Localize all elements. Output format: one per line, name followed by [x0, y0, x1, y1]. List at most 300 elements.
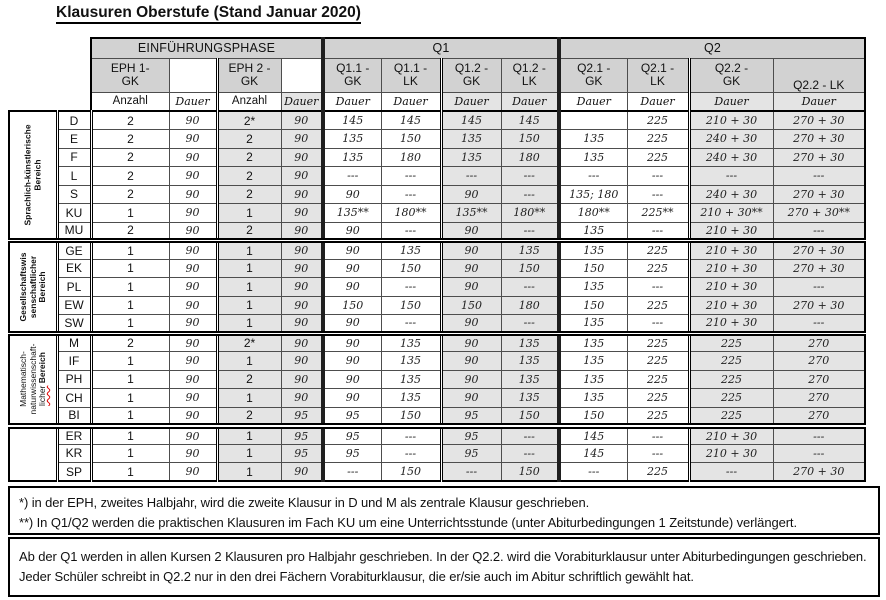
- value-cell: ---: [559, 167, 627, 186]
- value-cell: 90: [169, 426, 217, 445]
- value-cell: 1: [91, 259, 169, 278]
- value-cell: 90: [281, 130, 323, 149]
- info-box: [8, 537, 880, 597]
- value-cell: 150: [559, 296, 627, 315]
- value-cell: 135: [323, 148, 381, 167]
- value-cell: 90: [281, 204, 323, 223]
- value-cell: 1: [217, 241, 281, 260]
- subheader-dauer-9: Dauer: [627, 92, 689, 111]
- value-cell: 135: [501, 389, 559, 408]
- value-cell: 135: [323, 130, 381, 149]
- value-cell: [559, 111, 627, 130]
- value-cell: ---: [323, 463, 381, 482]
- value-cell: 95: [441, 407, 501, 426]
- value-cell: 150: [501, 463, 559, 482]
- value-cell: 150: [501, 407, 559, 426]
- value-cell: 150: [381, 407, 441, 426]
- value-cell: 95: [323, 426, 381, 445]
- value-cell: 2: [217, 185, 281, 204]
- value-cell: 225: [627, 407, 689, 426]
- value-cell: ---: [773, 315, 865, 334]
- value-cell: 1: [91, 389, 169, 408]
- value-cell: 270 + 30: [773, 259, 865, 278]
- value-cell: 225: [627, 111, 689, 130]
- subheader-dauer-1: Dauer: [169, 92, 217, 111]
- phase-header-q1: Q1: [323, 38, 559, 58]
- value-cell: 1: [91, 241, 169, 260]
- value-cell: 90: [169, 407, 217, 426]
- footnotes-box: [8, 486, 880, 535]
- value-cell: 90: [169, 148, 217, 167]
- value-cell: 210 + 30: [689, 315, 773, 334]
- table-corner-spacer: [9, 38, 91, 111]
- value-cell: 90: [323, 185, 381, 204]
- value-cell: 225: [627, 130, 689, 149]
- col-header-eph-2-gk: EPH 2 - GK: [217, 58, 281, 92]
- value-cell: 135**: [323, 204, 381, 223]
- value-cell: ---: [381, 167, 441, 186]
- value-cell: ---: [381, 426, 441, 445]
- value-cell: 90: [281, 389, 323, 408]
- value-cell: 1: [217, 352, 281, 371]
- value-cell: 135: [559, 278, 627, 297]
- value-cell: 240 + 30: [689, 148, 773, 167]
- value-cell: ---: [627, 278, 689, 297]
- subject-cell-kr: KR: [57, 444, 91, 463]
- value-cell: 135: [559, 315, 627, 334]
- value-cell: 1: [217, 315, 281, 334]
- value-cell: 90: [323, 241, 381, 260]
- value-cell: 1: [91, 352, 169, 371]
- value-cell: 1: [91, 407, 169, 426]
- value-cell: 135: [441, 130, 501, 149]
- value-cell: 90: [441, 370, 501, 389]
- group-label: [9, 333, 57, 426]
- value-cell: 90: [169, 111, 217, 130]
- value-cell: 270 + 30: [773, 463, 865, 482]
- value-cell: 135: [559, 352, 627, 371]
- value-cell: 135: [501, 370, 559, 389]
- value-cell: 90: [169, 370, 217, 389]
- value-cell: 135: [501, 241, 559, 260]
- value-cell: 90: [281, 463, 323, 482]
- subheader-dauer-4: Dauer: [323, 92, 381, 111]
- value-cell: 1: [217, 259, 281, 278]
- value-cell: 225: [627, 148, 689, 167]
- value-cell: 210 + 30: [689, 111, 773, 130]
- value-cell: 135**: [441, 204, 501, 223]
- value-cell: 2: [217, 148, 281, 167]
- value-cell: ---: [627, 426, 689, 445]
- klausuren-table: [8, 37, 866, 482]
- value-cell: 1: [217, 426, 281, 445]
- value-cell: ---: [323, 167, 381, 186]
- subject-cell-ew: EW: [57, 296, 91, 315]
- value-cell: 90: [323, 315, 381, 334]
- value-cell: 150: [381, 130, 441, 149]
- phase-header-einf-hrungsphase: EINFÜHRUNGSPHASE: [91, 38, 323, 58]
- value-cell: 270: [773, 370, 865, 389]
- value-cell: 145: [441, 111, 501, 130]
- value-cell: 90: [169, 463, 217, 482]
- value-cell: 95: [323, 444, 381, 463]
- value-cell: 1: [217, 444, 281, 463]
- value-cell: 1: [91, 296, 169, 315]
- value-cell: 2: [91, 148, 169, 167]
- value-cell: 90: [441, 315, 501, 334]
- value-cell: ---: [441, 463, 501, 482]
- group-label: [9, 241, 57, 334]
- subheader-dauer-11: Dauer: [773, 92, 865, 111]
- value-cell: 150: [381, 296, 441, 315]
- value-cell: 90: [169, 444, 217, 463]
- value-cell: 225: [689, 333, 773, 352]
- value-cell: 240 + 30: [689, 130, 773, 149]
- subject-cell-ek: EK: [57, 259, 91, 278]
- value-cell: 90: [281, 296, 323, 315]
- value-cell: 90: [441, 352, 501, 371]
- value-cell: ---: [501, 444, 559, 463]
- subject-cell-m: M: [57, 333, 91, 352]
- value-cell: ---: [381, 278, 441, 297]
- info-paragraph: Ab der Q1 werden in allen Kursen 2 Klausuren pro Halbjahr geschrieben. In der Q2.2. wird die Vorabiturklausur unter Abiturbedingungen geschrieben. Jeder Schüler schreibt in Q2.2 nur in den drei Fächern Vorabiturklausur, die er/sie auch im Abitur schriftlich gewählt hat.: [19, 549, 867, 584]
- value-cell: ---: [381, 222, 441, 241]
- value-cell: 145: [501, 111, 559, 130]
- value-cell: 90: [323, 389, 381, 408]
- value-cell: 1: [91, 315, 169, 334]
- value-cell: 135: [559, 222, 627, 241]
- value-cell: 135: [381, 389, 441, 408]
- value-cell: 90: [169, 241, 217, 260]
- value-cell: 90: [323, 352, 381, 371]
- subheader-dauer-7: Dauer: [501, 92, 559, 111]
- value-cell: 90: [169, 130, 217, 149]
- value-cell: 90: [281, 111, 323, 130]
- value-cell: 90: [441, 389, 501, 408]
- value-cell: 225: [627, 241, 689, 260]
- group-label: [9, 111, 57, 241]
- value-cell: 90: [281, 148, 323, 167]
- value-cell: 90: [281, 352, 323, 371]
- value-cell: 225: [627, 333, 689, 352]
- value-cell: 135: [559, 370, 627, 389]
- value-cell: 210 + 30: [689, 444, 773, 463]
- value-cell: 135: [559, 130, 627, 149]
- value-cell: 90: [169, 278, 217, 297]
- value-cell: 225: [627, 296, 689, 315]
- value-cell: 90: [281, 259, 323, 278]
- group-label-text: Mathematisch- naturwissenschaft- licher Bereich: [17, 343, 47, 415]
- value-cell: 225: [627, 463, 689, 482]
- value-cell: 225: [627, 259, 689, 278]
- value-cell: 90: [169, 296, 217, 315]
- value-cell: 95: [281, 426, 323, 445]
- footnote-asterisk: *) in der EPH, zweites Halbjahr, wird die zweite Klausur in D und M als zentrale Klausur geschrieben.: [19, 495, 590, 510]
- value-cell: 90: [323, 370, 381, 389]
- value-cell: 150: [559, 407, 627, 426]
- group-label-text: Gesellschaftswis senschaftlicher Bereich: [17, 252, 47, 322]
- value-cell: ---: [501, 167, 559, 186]
- value-cell: 180: [501, 296, 559, 315]
- value-cell: 2: [91, 222, 169, 241]
- value-cell: ---: [501, 222, 559, 241]
- value-cell: 180**: [559, 204, 627, 223]
- value-cell: 90: [169, 333, 217, 352]
- value-cell: 145: [559, 444, 627, 463]
- value-cell: ---: [773, 278, 865, 297]
- value-cell: 90: [441, 278, 501, 297]
- subject-cell-if: IF: [57, 352, 91, 371]
- value-cell: 90: [169, 389, 217, 408]
- value-cell: 145: [381, 111, 441, 130]
- col-header-q2-2-lk: Q2.2 - LK: [773, 58, 865, 92]
- value-cell: 95: [281, 444, 323, 463]
- subject-cell-ku: KU: [57, 204, 91, 223]
- subject-cell-ch: CH: [57, 389, 91, 408]
- subheader-dauer-3: Dauer: [281, 92, 323, 111]
- value-cell: 1: [91, 463, 169, 482]
- value-cell: 90: [441, 222, 501, 241]
- value-cell: 2: [217, 222, 281, 241]
- value-cell: 150: [381, 259, 441, 278]
- value-cell: 225: [627, 389, 689, 408]
- footnote-double-asterisk: **) In Q1/Q2 werden die praktischen Klausuren im Fach KU um eine Unterrichtsstunde (unter Abiturbedingungen 1 Zeitstunde) verlängert.: [19, 514, 797, 530]
- value-cell: 150: [381, 463, 441, 482]
- value-cell: 270 + 30: [773, 130, 865, 149]
- value-cell: 1: [91, 370, 169, 389]
- value-cell: 90: [441, 241, 501, 260]
- value-cell: ---: [689, 463, 773, 482]
- subheader-dauer-5: Dauer: [381, 92, 441, 111]
- value-cell: 135: [559, 148, 627, 167]
- value-cell: ---: [501, 315, 559, 334]
- value-cell: 145: [323, 111, 381, 130]
- col-header-eph-1-gk: EPH 1- GK: [91, 58, 169, 92]
- value-cell: 135: [559, 333, 627, 352]
- value-cell: 90: [323, 278, 381, 297]
- value-cell: ---: [689, 167, 773, 186]
- value-cell: 90: [169, 185, 217, 204]
- value-cell: ---: [773, 222, 865, 241]
- value-cell: 210 + 30: [689, 426, 773, 445]
- value-cell: 150: [323, 296, 381, 315]
- value-cell: 180**: [381, 204, 441, 223]
- subheader-anzahl-0: Anzahl: [91, 92, 169, 111]
- value-cell: 90: [281, 167, 323, 186]
- value-cell: 270: [773, 352, 865, 371]
- subject-cell-ge: GE: [57, 241, 91, 260]
- value-cell: 225: [689, 407, 773, 426]
- value-cell: 90: [169, 204, 217, 223]
- value-cell: 135: [501, 352, 559, 371]
- value-cell: 270 + 30: [773, 241, 865, 260]
- subheader-dauer-10: Dauer: [689, 92, 773, 111]
- value-cell: 2: [91, 130, 169, 149]
- value-cell: 225: [627, 352, 689, 371]
- value-cell: 2: [91, 167, 169, 186]
- value-cell: 135: [381, 241, 441, 260]
- value-cell: 210 + 30**: [689, 204, 773, 223]
- value-cell: 90: [281, 370, 323, 389]
- value-cell: 1: [91, 444, 169, 463]
- value-cell: 90: [441, 259, 501, 278]
- value-cell: 90: [169, 315, 217, 334]
- value-cell: 135: [559, 389, 627, 408]
- value-cell: ---: [559, 463, 627, 482]
- subject-cell-ph: PH: [57, 370, 91, 389]
- subject-cell-l: L: [57, 167, 91, 186]
- value-cell: 135; 180: [559, 185, 627, 204]
- value-cell: 90: [169, 259, 217, 278]
- value-cell: ---: [627, 167, 689, 186]
- value-cell: 225: [627, 370, 689, 389]
- value-cell: 135: [501, 333, 559, 352]
- value-cell: 210 + 30: [689, 278, 773, 297]
- subheader-anzahl-2: Anzahl: [217, 92, 281, 111]
- value-cell: 2: [91, 111, 169, 130]
- value-cell: ---: [381, 315, 441, 334]
- phase-header-q2: Q2: [559, 38, 865, 58]
- subject-cell-pl: PL: [57, 278, 91, 297]
- value-cell: 90: [281, 315, 323, 334]
- value-cell: 90: [323, 333, 381, 352]
- col-header-q1-2-lk: Q1.2 - LK: [501, 58, 559, 92]
- subject-cell-f: F: [57, 148, 91, 167]
- value-cell: 2*: [217, 333, 281, 352]
- value-cell: 270 + 30**: [773, 204, 865, 223]
- subject-cell-er: ER: [57, 426, 91, 445]
- value-cell: 225: [689, 352, 773, 371]
- value-cell: 270 + 30: [773, 296, 865, 315]
- value-cell: 270: [773, 407, 865, 426]
- value-cell: 1: [217, 296, 281, 315]
- value-cell: 210 + 30: [689, 296, 773, 315]
- value-cell: 180**: [501, 204, 559, 223]
- subject-cell-d: D: [57, 111, 91, 130]
- value-cell: ---: [501, 426, 559, 445]
- subject-cell-bi: BI: [57, 407, 91, 426]
- col-header-q2-1-gk: Q2.1 - GK: [559, 58, 627, 92]
- col-header-empty-3: [281, 58, 323, 92]
- value-cell: 90: [441, 333, 501, 352]
- value-cell: ---: [773, 426, 865, 445]
- value-cell: 145: [559, 426, 627, 445]
- subject-cell-sw: SW: [57, 315, 91, 334]
- subheader-dauer-8: Dauer: [559, 92, 627, 111]
- value-cell: 180: [501, 148, 559, 167]
- value-cell: 90: [169, 222, 217, 241]
- value-cell: 180: [381, 148, 441, 167]
- value-cell: 90: [323, 222, 381, 241]
- subheader-dauer-6: Dauer: [441, 92, 501, 111]
- value-cell: 1: [217, 463, 281, 482]
- page-title-text: Klausuren Oberstufe (Stand Januar 2020): [56, 4, 361, 24]
- subject-cell-s: S: [57, 185, 91, 204]
- value-cell: 240 + 30: [689, 185, 773, 204]
- col-header-q2-1-lk: Q2.1 - LK: [627, 58, 689, 92]
- value-cell: 90: [169, 167, 217, 186]
- value-cell: 2: [217, 370, 281, 389]
- value-cell: ---: [773, 444, 865, 463]
- value-cell: 1: [91, 204, 169, 223]
- value-cell: ---: [627, 222, 689, 241]
- value-cell: 225**: [627, 204, 689, 223]
- value-cell: 1: [91, 278, 169, 297]
- value-cell: ---: [381, 185, 441, 204]
- group-label-text: Sprachlich-künstlerische Bereich: [22, 124, 42, 226]
- value-cell: 270: [773, 333, 865, 352]
- value-cell: 270 + 30: [773, 111, 865, 130]
- value-cell: ---: [441, 167, 501, 186]
- value-cell: 225: [689, 370, 773, 389]
- subject-cell-mu: MU: [57, 222, 91, 241]
- value-cell: 2: [217, 407, 281, 426]
- value-cell: 150: [559, 259, 627, 278]
- value-cell: 2: [217, 167, 281, 186]
- value-cell: 135: [381, 333, 441, 352]
- value-cell: 270 + 30: [773, 185, 865, 204]
- value-cell: 1: [91, 426, 169, 445]
- value-cell: ---: [773, 167, 865, 186]
- value-cell: 135: [381, 352, 441, 371]
- subject-cell-e: E: [57, 130, 91, 149]
- value-cell: 210 + 30: [689, 259, 773, 278]
- value-cell: 95: [281, 407, 323, 426]
- col-header-q1-2-gk: Q1.2 - GK: [441, 58, 501, 92]
- value-cell: 1: [217, 278, 281, 297]
- value-cell: 225: [689, 389, 773, 408]
- value-cell: ---: [627, 444, 689, 463]
- value-cell: 150: [501, 259, 559, 278]
- value-cell: ---: [627, 185, 689, 204]
- value-cell: 90: [323, 259, 381, 278]
- value-cell: 90: [441, 185, 501, 204]
- subject-cell-sp: SP: [57, 463, 91, 482]
- page-title: [56, 4, 361, 22]
- col-header-q2-2-gk: Q2.2 - GK: [689, 58, 773, 92]
- value-cell: ---: [627, 315, 689, 334]
- value-cell: 150: [441, 296, 501, 315]
- value-cell: 210 + 30: [689, 241, 773, 260]
- value-cell: 2: [91, 185, 169, 204]
- group-label-empty: [9, 426, 57, 482]
- col-header-empty-1: [169, 58, 217, 92]
- value-cell: 1: [217, 204, 281, 223]
- value-cell: 95: [441, 444, 501, 463]
- value-cell: 2: [91, 333, 169, 352]
- value-cell: ---: [501, 185, 559, 204]
- value-cell: 95: [323, 407, 381, 426]
- col-header-q1-1-gk: Q1.1 - GK: [323, 58, 381, 92]
- value-cell: 90: [169, 352, 217, 371]
- value-cell: 90: [281, 333, 323, 352]
- value-cell: 90: [281, 241, 323, 260]
- value-cell: 1: [217, 389, 281, 408]
- value-cell: 2*: [217, 111, 281, 130]
- value-cell: 210 + 30: [689, 222, 773, 241]
- value-cell: 2: [217, 130, 281, 149]
- value-cell: 270 + 30: [773, 148, 865, 167]
- value-cell: 90: [281, 222, 323, 241]
- value-cell: 270: [773, 389, 865, 408]
- value-cell: 135: [559, 241, 627, 260]
- value-cell: 90: [281, 185, 323, 204]
- value-cell: 135: [441, 148, 501, 167]
- col-header-q1-1-lk: Q1.1 - LK: [381, 58, 441, 92]
- value-cell: ---: [501, 278, 559, 297]
- value-cell: 150: [501, 130, 559, 149]
- value-cell: 95: [441, 426, 501, 445]
